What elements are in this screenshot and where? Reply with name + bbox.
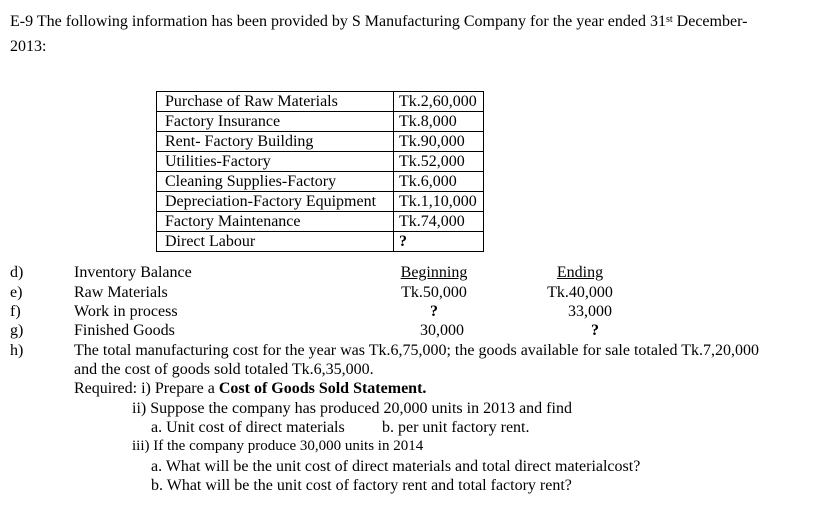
- cost-item: Rent- Factory Building: [157, 132, 394, 152]
- cost-amount: ?: [394, 232, 484, 252]
- cost-amount: Tk.1,10,000: [394, 192, 484, 212]
- cost-information-table: [156, 91, 484, 252]
- cost-item: Utilities-Factory: [157, 152, 394, 172]
- note-h-line2: and the cost of goods sold totaled Tk.6,35,000.: [74, 361, 374, 378]
- ending-column-header: Ending: [556, 264, 604, 281]
- required-ii: ii) Suppose the company has produced 20,000 units in 2013 and find: [132, 400, 572, 417]
- required-bold-title: Cost of Goods Sold Statement.: [218, 380, 427, 397]
- cost-amount: Tk.6,000: [394, 172, 484, 192]
- note-h-line1: The total manufacturing cost for the year was Tk.6,75,000; the goods available for sale totaled Tk.7,20,000: [74, 342, 759, 359]
- beginning-value: 30,000: [420, 322, 464, 339]
- beginning-column-header: Beginning: [400, 264, 468, 281]
- inventory-row-label: Finished Goods: [74, 322, 175, 339]
- cost-amount: Tk.90,000: [394, 132, 484, 152]
- beginning-value: Tk.50,000: [401, 284, 467, 301]
- required-iii: iii) If the company produce 30,000 units in 2014: [132, 438, 424, 454]
- required-ii-a: a. Unit cost of direct materials: [151, 419, 345, 436]
- inventory-row-label: Work in process: [74, 303, 178, 320]
- cost-amount: Tk.2,60,000: [394, 92, 484, 112]
- inventory-header-label: Inventory Balance: [74, 264, 192, 281]
- cost-item: Factory Maintenance: [157, 212, 394, 232]
- required-iii-b: b. What will be the unit cost of factory rent and total factory rent?: [151, 477, 572, 494]
- required-ii-b: b. per unit factory rent.: [382, 419, 530, 436]
- table-row: [157, 212, 484, 232]
- table-row: [157, 92, 484, 112]
- cost-amount: Tk.52,000: [394, 152, 484, 172]
- list-marker: d): [10, 264, 24, 281]
- table-row: [157, 112, 484, 132]
- table-row: [157, 192, 484, 212]
- cost-amount: Tk.8,000: [394, 112, 484, 132]
- cost-item: Purchase of Raw Materials: [157, 92, 394, 112]
- list-marker: g): [10, 322, 24, 339]
- required-iii-a: a. What will be the unit cost of direct materials and total direct materialcost?: [151, 458, 641, 475]
- cost-item: Depreciation-Factory Equipment: [157, 192, 394, 212]
- list-marker: f): [10, 303, 21, 320]
- ending-value: ?: [591, 322, 599, 339]
- ending-value: Tk.40,000: [547, 284, 613, 301]
- cost-amount: Tk.74,000: [394, 212, 484, 232]
- ending-value: 33,000: [568, 303, 612, 320]
- list-marker: e): [10, 284, 23, 301]
- table-row: [157, 172, 484, 192]
- table-row: [157, 152, 484, 172]
- table-row: [157, 132, 484, 152]
- list-marker: h): [10, 342, 24, 359]
- beginning-value: ?: [430, 303, 438, 320]
- cost-item: Direct Labour: [157, 232, 394, 252]
- table-row: [157, 232, 484, 252]
- required-line: Required: i) Prepare a Cost of Goods Sold Statement.: [74, 380, 427, 397]
- cost-item: Factory Insurance: [157, 112, 394, 132]
- problem-heading: E-9 The following information has been provided by S Manufacturing Company for the year ended 31st December-: [10, 13, 748, 30]
- inventory-row-label: Raw Materials: [74, 284, 168, 301]
- cost-item: Cleaning Supplies-Factory: [157, 172, 394, 192]
- problem-heading-line2: 2013:: [10, 38, 47, 55]
